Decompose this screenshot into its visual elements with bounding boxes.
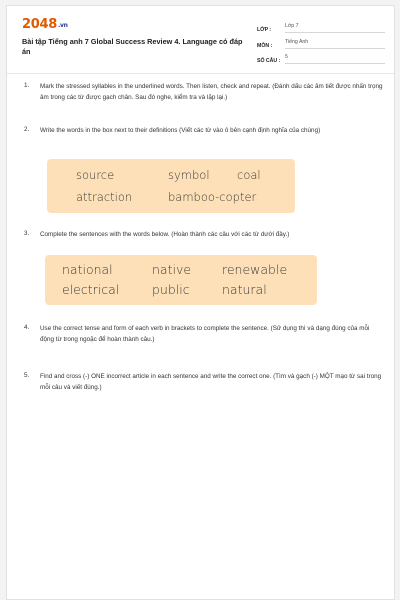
question-1 (22, 82, 384, 103)
meta-label-class: LỚP : (257, 27, 272, 33)
word-box-item: native (152, 262, 192, 277)
question-number: 4. (24, 324, 30, 331)
word-box-item: bamboo-copter (168, 190, 257, 204)
word-box-item: natural (222, 282, 267, 297)
question-5 (22, 372, 384, 393)
meta-row-question-count (257, 50, 385, 64)
worksheet-header (7, 6, 394, 74)
question-text: Find and cross (-) ONE incorrect article in each sentence and write the correct one. (Tìm và gạch (-) MỘT mạo từ sai trong mỗi câu và viết đúng.) (40, 373, 382, 391)
site-logo[interactable] (22, 17, 68, 32)
word-box-item: national (62, 262, 113, 277)
meta-label-question-count: SỐ CÂU : (257, 58, 281, 64)
word-box-definitions (47, 159, 295, 213)
word-box-item: renewable (222, 262, 288, 277)
word-box-item: source (76, 168, 115, 182)
meta-value-subject: Tiếng Anh (285, 39, 385, 49)
question-3 (22, 230, 384, 241)
question-2 (22, 126, 384, 137)
word-box-item: public (152, 282, 190, 297)
word-box-item: electrical (62, 282, 120, 297)
worksheet-page (6, 5, 395, 600)
meta-value-question-count: 5 (285, 54, 385, 64)
question-number: 5. (24, 372, 30, 379)
word-box-item: attraction (76, 190, 133, 204)
meta-row-subject (257, 35, 385, 49)
word-box-item: coal (237, 168, 261, 182)
question-number: 1. (24, 82, 30, 89)
logo-number: 2048 (22, 17, 57, 32)
meta-label-subject: MÔN : (257, 42, 273, 49)
worksheet-meta (257, 19, 385, 66)
question-text: Use the correct tense and form of each verb in brackets to complete the sentence. (Sử dụng thì và dạng đúng của mỗi động từ trong ngoặc để hoàn thành câu.) (40, 325, 370, 343)
question-text: Mark the stressed syllables in the underlined words. Then listen, check and repeat. (Đánh dấu các âm tiết được nhấn trọng âm trong các từ được gạch chân. Sau đó nghe, kiểm tra và lặp lại.) (40, 83, 383, 101)
question-4 (22, 324, 384, 345)
question-text: Complete the sentences with the words below. (Hoàn thành các câu với các từ dưới đây.) (40, 231, 290, 238)
question-text: Write the words in the box next to their definitions (Viết các từ vào ô bên cạnh định nghĩa của chúng) (40, 127, 321, 134)
question-number: 2. (24, 126, 30, 133)
word-box-complete-sentences (45, 255, 317, 305)
word-box-item: symbol (168, 168, 210, 182)
logo-domain: .vn (57, 22, 68, 29)
question-number: 3. (24, 230, 30, 237)
meta-value-class: Lớp 7 (285, 23, 385, 33)
page-title: Bài tập Tiếng anh 7 Global Success Review 4. Language có đáp án (22, 37, 243, 56)
meta-row-class (257, 19, 385, 33)
